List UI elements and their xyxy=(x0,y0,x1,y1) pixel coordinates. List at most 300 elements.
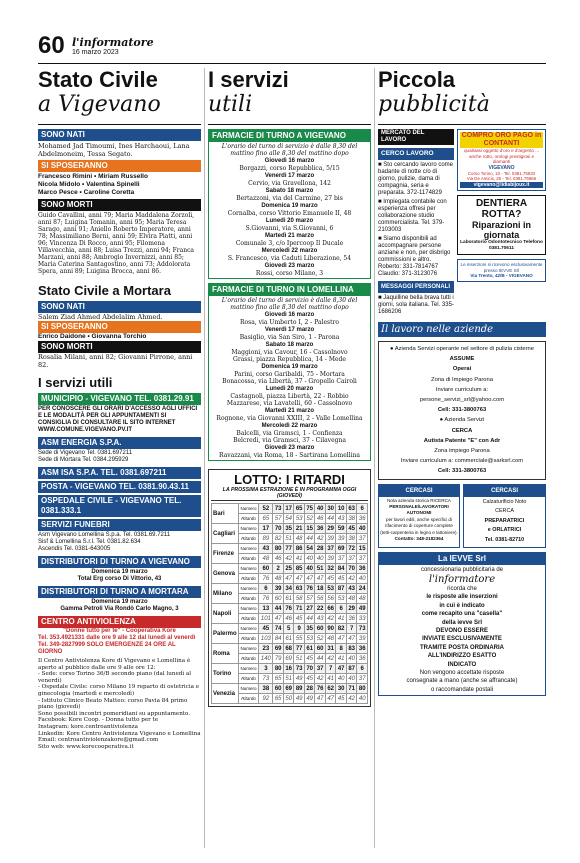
lotto-number: 63 xyxy=(348,505,356,512)
lotto-label: Numero xyxy=(238,664,259,674)
distr-vig-header: DISTRIBUTORI DI TURNO A VIGEVANO xyxy=(38,556,201,568)
lotto-label: Ritardo xyxy=(238,514,259,524)
compro-mail: vigevano@lidiabijoux.it xyxy=(460,182,543,188)
mercato-header: MERCATO DEL LAVORO xyxy=(378,129,454,145)
lotto-number: 60 xyxy=(316,625,324,632)
lotto-delay: 47 xyxy=(274,615,282,622)
compro-oro-ad xyxy=(457,129,546,191)
pharmacy-name: S.Giovanni, via S.Giovanni, 6 xyxy=(245,225,334,232)
lotto-number: 29 xyxy=(348,605,356,612)
pharmacy-day: Mercoledì 22 marzo xyxy=(261,423,318,429)
distr-mor-header: DISTRIBUTORI DI TURNO A MORTARA xyxy=(38,586,201,598)
antiviolenza-header: CENTRO ANTIVIOLENZA xyxy=(38,616,201,628)
lotto-delay: 47 xyxy=(295,575,303,582)
column-pubblicita xyxy=(378,68,546,696)
lotto-city: Napoli xyxy=(212,604,239,624)
lavoro-line: Cell: 331-3800763 xyxy=(437,468,487,475)
pharmacy-name: Castagnoli, piazza Libertà, 22 - Robbio Mazzarese, via Lavatelli, 60 - Cassolnovo xyxy=(226,393,353,407)
lotto-number: 34 xyxy=(285,585,293,592)
lotto-delay: 76 xyxy=(259,574,273,584)
mt-morti-header: SONO MORTI xyxy=(38,341,201,353)
lotto-number: 77 xyxy=(295,645,303,652)
lavoro-line: Operai xyxy=(452,366,472,373)
lotto-label: Numero xyxy=(238,604,259,614)
mt-sposi-text: Enrico Daidone • Giovanna Torchio xyxy=(38,333,147,340)
farmacie-vigevano-box xyxy=(208,129,371,279)
lotto-delay: 84 xyxy=(274,635,282,642)
compro-city: VIGEVANO xyxy=(488,164,515,171)
farmacie-vig-note: L'orario del turno di servizio è dalle 8,30 del mattino fino alle 8,30 del mattino dopo xyxy=(221,143,358,157)
pharmacy-name: Rossi, corso Milano, 3 xyxy=(255,270,324,277)
lotto-number: 37 xyxy=(327,545,335,552)
lotto-delay: 48 xyxy=(327,635,335,642)
pharmacy-name: Parini, corso Garibaldi, 75 - Mortara Bonacossa, via Libertà, 37 - Gropello Cairoli xyxy=(222,371,357,385)
pharmacy-day: Venerdì 17 marzo xyxy=(264,173,315,179)
lotto-delay: 79 xyxy=(274,655,282,662)
mt-nati-header: SONO NATI xyxy=(38,301,201,313)
ievve-line: INDICATO xyxy=(447,661,477,668)
lotto-number: 40 xyxy=(306,565,314,572)
lotto-delay: 53 xyxy=(306,635,314,642)
lotto-delay: 43 xyxy=(316,615,324,622)
dentiera-title: DENTIERA ROTTA? xyxy=(475,198,528,221)
lotto-delay: 42 xyxy=(316,535,324,542)
lotto-number: 70 xyxy=(306,665,314,672)
lotto-delay: 45 xyxy=(306,675,314,682)
lotto-delay: 89 xyxy=(259,534,273,544)
lotto-title: LOTTO: I RITARDI xyxy=(234,472,345,487)
lotto-delay: 40 xyxy=(348,675,356,682)
farmacie-vig-list xyxy=(209,158,370,278)
pharmacy-day: Lunedì 20 marzo xyxy=(265,386,314,392)
messaggi-text: ■ Jaquilline bella brava tutti i giorni, sola italiana. Tel. 335-1686206 xyxy=(378,295,454,315)
lotto-number: 3 xyxy=(259,664,273,674)
compro-addr: Corso Torino, 10 - Tel. 0381.75933 Via De Amicis, 25 - Tel. 0381.75866 xyxy=(466,170,537,181)
cercasi-2-line: CERCA xyxy=(495,508,514,515)
lotto-number: 17 xyxy=(259,524,273,534)
lotto-delay: 41 xyxy=(327,675,335,682)
messaggi-header: MESSAGGI PERSONALI xyxy=(378,281,454,293)
lotto-delay: 47 xyxy=(337,635,345,642)
lotto-number: 80 xyxy=(358,685,366,692)
lotto-row-numbers xyxy=(212,664,368,674)
lotto-number: 43 xyxy=(348,585,356,592)
cercasi-1-line: PERSONALE/LAVORATORI AUTONOMI xyxy=(389,504,449,516)
municipio-text: PER CONOSCERE GLI ORARI D'ACCESSO AGLI UFFICI E LE MODALITÀ PER GLI APPUNTAMENTI SI CONSIGLIA DI CONSULTARE IL SITO INTERNET WWW.COMUNE.VIGEVANO.PV.IT xyxy=(38,406,198,433)
lavoro-line: ● Azienda Servizi operante nel settore di pulizia cisterne xyxy=(390,346,534,352)
lotto-label: Ritardo xyxy=(238,534,259,544)
pharmacy-name: Cervio, via Gravellona, 142 xyxy=(248,180,331,187)
section-subtitle: pubblicità xyxy=(378,92,490,117)
lotto-number: 43 xyxy=(259,544,273,554)
pharmacy-day: Sabato 18 marzo xyxy=(265,342,314,348)
page-number: 60 xyxy=(38,32,65,59)
pharmacy-day: Giovedì 16 marzo xyxy=(264,312,315,318)
lotto-number: 69 xyxy=(337,545,345,552)
lotto-delay: 42 xyxy=(316,675,324,682)
farmacie-lom-list xyxy=(209,312,370,460)
lotto-delay: 51 xyxy=(285,535,293,542)
ievve-line: concessionaria pubblicitaria de xyxy=(420,566,504,573)
lotto-delay: 44 xyxy=(327,515,335,522)
lotto-number: 15 xyxy=(358,545,366,552)
lotto-delay: 41 xyxy=(337,655,345,662)
lotto-number: 85 xyxy=(295,565,303,572)
lotto-delay: 37 xyxy=(358,535,366,542)
lotto-number: 28 xyxy=(316,545,324,552)
lotto-number: 49 xyxy=(358,605,366,612)
lotto-delay: 48 xyxy=(274,575,282,582)
lotto-delay: 50 xyxy=(285,695,293,702)
lotto-delay: 36 xyxy=(358,515,366,522)
lotto-number: 36 xyxy=(358,565,366,572)
lotto-delay: 33 xyxy=(358,615,366,622)
lavoro-line: Cell: 331-3800763 xyxy=(437,407,487,414)
lotto-number: 40 xyxy=(316,505,324,512)
lotto-delay: 82 xyxy=(274,535,282,542)
lotto-delay: 56 xyxy=(316,595,324,602)
lotto-delay: 42 xyxy=(327,615,335,622)
lotto-delay: 46 xyxy=(285,615,293,622)
nati-text: Mohamed Jad Timoumi, Ines Harchaoui, Lana Abdelmoneim, Tessa Segato. xyxy=(38,142,190,158)
lotto-number: 6 xyxy=(357,504,368,514)
lotto-delay: 40 xyxy=(358,695,366,702)
lotto-number: 71 xyxy=(348,685,356,692)
lavoro-line: ● Azienda Servizi xyxy=(439,417,485,424)
lotto-delay: 51 xyxy=(285,675,293,682)
lotto-label: Ritardo xyxy=(238,674,259,684)
lotto-row-numbers xyxy=(212,544,368,554)
lotto-delay: 45 xyxy=(337,695,345,702)
ospedale-header: OSPEDALE CIVILE - VIGEVANO TEL. 0381.333.1 xyxy=(38,495,201,517)
lotto-label: Ritardo xyxy=(238,554,259,564)
lotto-number: 30 xyxy=(337,685,345,692)
lotto-number: 18 xyxy=(316,585,324,592)
lotto-delay: 52 xyxy=(306,515,314,522)
pharmacy-name: Cornalba, corso Vittorio Emanuele II, 48 xyxy=(227,210,352,217)
lotto-delay: 40 xyxy=(316,555,324,562)
lotto-number: 73 xyxy=(295,665,303,672)
lotto-number: 71 xyxy=(295,605,303,612)
lotto-label: Ritardo xyxy=(238,634,259,644)
lotto-delay: 40 xyxy=(358,575,366,582)
lotto-number: 73 xyxy=(274,505,282,512)
lotto-number: 65 xyxy=(295,505,303,512)
cercasi-1-header: CERCASI xyxy=(379,485,459,497)
lotto-delay: 56 xyxy=(327,595,335,602)
lotto-number: 70 xyxy=(274,525,282,532)
lotto-number: 13 xyxy=(259,604,273,614)
lotto-delay: 39 xyxy=(337,535,345,542)
lotto-number: 69 xyxy=(274,645,282,652)
lotto-number: 60 xyxy=(259,564,273,574)
lotto-number: 35 xyxy=(285,525,293,532)
lotto-number: 80 xyxy=(274,545,282,552)
lotto-number: 31 xyxy=(327,645,335,652)
pharmacy-day: Domenica 19 marzo xyxy=(261,364,318,370)
lotto-delay: 48 xyxy=(295,535,303,542)
dentiera-sub: Riparazioni in giornata xyxy=(471,220,531,241)
pharmacy-name: S. Francesco, via Caduti Liberazione, 54 xyxy=(227,255,352,262)
lotto-delay: 49 xyxy=(295,675,303,682)
lotto-row-numbers xyxy=(212,524,368,534)
lotto-number: 44 xyxy=(274,605,282,612)
lotto-delay: 38 xyxy=(348,515,356,522)
lotto-delay: 39 xyxy=(327,555,335,562)
lotto-number: 38 xyxy=(259,684,273,694)
page-header xyxy=(38,32,546,62)
morti-header: SONO MORTI xyxy=(38,199,201,211)
lavoro-title: Il lavoro nelle aziende xyxy=(378,322,546,337)
pharmacy-day: Venerdì 17 marzo xyxy=(264,327,315,333)
lotto-number: 24 xyxy=(358,585,366,592)
lotto-delay: 44 xyxy=(306,615,314,622)
lotto-delay: 65 xyxy=(274,675,282,682)
lotto-city: Cagliari xyxy=(212,524,239,544)
lotto-number: 52 xyxy=(259,504,273,514)
ievve-header: La IEVVE Srl xyxy=(379,553,545,565)
lotto-number: 86 xyxy=(295,545,303,552)
lotto-delay: 42 xyxy=(327,655,335,662)
lotto-delay: 47 xyxy=(316,695,324,702)
lotto-number: 40 xyxy=(358,525,366,532)
funebri-text: Asm Vigevano Lomellina S.p.a. Tel. 0381.69.7211 Sisf & Lomellina S.r.l. Tel. 0381.82.634 Ascendis Tel. 0381-643005 xyxy=(38,532,171,552)
section-title: Piccola xyxy=(378,67,456,92)
cercasi-2-header: CERCASI xyxy=(464,485,545,497)
lotto-delay: 45 xyxy=(337,575,345,582)
lotto-label: Numero xyxy=(238,684,259,694)
lotto-delay: 42 xyxy=(348,575,356,582)
lotto-number: 82 xyxy=(337,625,345,632)
ievve-line: o raccomandate postali xyxy=(430,686,494,693)
ievve-line: Non vengono accettate risposte xyxy=(419,670,505,677)
lotto-delay: 48 xyxy=(259,554,273,564)
compro-sub: qualsiasi oggetto d'oro e d'argento ... anche rotto, orologi prestigiosi e diamanti xyxy=(463,148,540,164)
lotto-number: 17 xyxy=(285,505,293,512)
lotto-number: 36 xyxy=(358,645,366,652)
lotto-number: 76 xyxy=(285,605,293,612)
cercasi-1-box xyxy=(378,484,460,548)
lotto-number: 70 xyxy=(348,565,356,572)
lotto-city: Firenze xyxy=(212,544,239,564)
lotto-delay: 37 xyxy=(337,555,345,562)
servizi-title: I servizi utili xyxy=(38,375,113,390)
lavoro-line: Autista Patente "E" con Adr xyxy=(423,437,501,444)
lotto-delay: 36 xyxy=(348,615,356,622)
asm-header: ASM ENERGIA S.P.A. xyxy=(38,437,201,449)
pharmacy-day: Giovedì 16 marzo xyxy=(264,158,315,164)
lotto-delay: 76 xyxy=(259,594,273,604)
ievve-line: l'informatore xyxy=(428,574,496,586)
ievve-line: in cui è indicato xyxy=(439,602,485,609)
mt-sposi-header: SI SPOSERANNO xyxy=(38,321,201,333)
lotto-delay: 65 xyxy=(274,695,282,702)
lotto-delay: 36 xyxy=(358,655,366,662)
pharmacy-name: Rosa, via Umberto I, 2 - Palestro xyxy=(240,319,339,326)
lavoro-line: persone_servizi_srl@yahoo.com xyxy=(419,397,505,404)
lotto-number: 29 xyxy=(327,525,335,532)
lotto-delay: 47 xyxy=(348,635,356,642)
pharmacy-day: Martedì 21 marzo xyxy=(264,233,315,239)
lotto-number: 66 xyxy=(327,605,335,612)
lotto-number: 7 xyxy=(325,664,336,674)
lotto-number: 2 xyxy=(273,564,284,574)
lotto-number: 69 xyxy=(285,685,293,692)
ievve-line: le risposte alle inserzioni xyxy=(426,594,498,601)
inserzioni-text: Le inserzioni si ricevono esclusivamente presso IEVVE Srl xyxy=(460,262,543,273)
lotto-number: 75 xyxy=(306,505,314,512)
section-title: Stato Civile xyxy=(38,67,158,92)
lotto-delay: 55 xyxy=(295,635,303,642)
ievve-line: ricorda che xyxy=(447,586,477,593)
lotto-delay: 44 xyxy=(316,655,324,662)
pharmacy-name: Rognone, via Giovanni XXIII, 2 - Valle Lomellina xyxy=(216,415,363,422)
morti-text: Guido Cavallini, anni 79; Maria Maddalena Zorzoli, anni 87; Luigina Tomanin, anni 95; Maria Teresa Sarago, anni 91; Aniello Roberto Imperatore, anni 78; Massimiliano Berni, anni 59; Elvira Piatti, anni 96; Vincenza Di Rocco, anni 95; Filomena Villavecchia, anni 88; Luisa Trezzi, anni 94; Franca Marzani, anni 88; Ambrogio Invernizzi, anni 85; Maria Caterina Santagostino, anni 73; Addolorata Spera, anni 89; Luigina Brocca, anni 86. xyxy=(38,212,195,275)
lotto-row-numbers xyxy=(212,504,368,514)
lotto-number: 23 xyxy=(259,644,273,654)
lotto-number: 22 xyxy=(316,605,324,612)
lotto-number: 87 xyxy=(348,665,356,672)
lotto-number: 21 xyxy=(295,525,303,532)
antiviolenza-sub: "Donne tutto per te" - Cooperativa Kore xyxy=(63,628,176,634)
lotto-label: Ritardo xyxy=(238,614,259,624)
funebri-header: SERVIZI FUNEBRI xyxy=(38,519,201,531)
lotto-number: 25 xyxy=(285,565,293,572)
pharmacy-day: Sabato 18 marzo xyxy=(265,188,314,194)
section-subtitle: a Vigevano xyxy=(38,92,161,117)
lotto-delay: 41 xyxy=(337,615,345,622)
inserzioni-addr: Via Trento, 42/B - VIGEVANO xyxy=(470,273,533,279)
ievve-box xyxy=(378,552,546,697)
lotto-number: 77 xyxy=(285,545,293,552)
lotto-city: Palermo xyxy=(212,624,239,644)
ad-2: ■ Impiegata contabile con esperienza offresi per collaborazione studio commercialista. Tel. 379-2103003 xyxy=(378,199,447,233)
lotto-delay: 41 xyxy=(295,555,303,562)
lavoro-line: ASSUME xyxy=(449,356,475,363)
lotto-number: 27 xyxy=(306,605,314,612)
lotto-number: 72 xyxy=(348,545,356,552)
lotto-number: 60 xyxy=(274,685,282,692)
section-title: I servizi xyxy=(208,67,289,92)
sposi-header: SI SPOSERANNO xyxy=(38,160,201,172)
lotto-number: 10 xyxy=(337,505,345,512)
lotto-label: Ritardo xyxy=(238,594,259,604)
cercasi-1-line: Nota azienda storica RICERCA xyxy=(387,497,451,503)
pharmacy-name: Comunale 3, c/o Ipercoop Il Ducale xyxy=(235,240,344,247)
mortara-title: Stato Civile a Mortara xyxy=(38,283,171,298)
lotto-delay: 51 xyxy=(295,655,303,662)
lavoro-line: CERCA xyxy=(451,427,473,434)
lotto-number: 63 xyxy=(295,585,303,592)
posta-header: POSTA - VIGEVANO TEL. 0381.90.43.11 xyxy=(38,481,201,493)
lotto-delay: 48 xyxy=(358,595,366,602)
lotto-number: 9 xyxy=(294,624,305,634)
lotto-delay: 47 xyxy=(316,575,324,582)
cercasi-2-line: PREPARATRICI xyxy=(484,517,525,524)
lotto-number: 6 xyxy=(259,584,273,594)
lotto-label: Numero xyxy=(238,524,259,534)
pharmacy-name: Ravazzani, via Roma, 18 - Sartirana Lomellina xyxy=(219,452,360,459)
lotto-table xyxy=(211,503,368,704)
lotto-number: 32 xyxy=(327,565,335,572)
lotto-delay: 40 xyxy=(306,555,314,562)
farmacie-vig-header: FARMACIE DI TURNO A VIGEVANO xyxy=(209,130,370,142)
municipio-header: MUNICIPIO - VIGEVANO TEL. 0381.29.91 xyxy=(38,393,201,405)
lotto-delay: 47 xyxy=(285,575,293,582)
lavoro-line: Zona impiego Parona xyxy=(434,448,490,455)
lotto-delay: 57 xyxy=(274,515,282,522)
lotto-number: 68 xyxy=(285,645,293,652)
lotto-number: 45 xyxy=(348,525,356,532)
lotto-delay: 46 xyxy=(316,515,324,522)
compro-title: COMPRO ORO PAGO in CONTANTI xyxy=(461,132,542,147)
lotto-delay: 92 xyxy=(259,694,273,704)
column-servizi xyxy=(208,68,371,707)
lotto-delay: 37 xyxy=(358,675,366,682)
lotto-city: Bari xyxy=(212,504,239,524)
lotto-label: Numero xyxy=(238,564,259,574)
lotto-delay: 45 xyxy=(295,615,303,622)
pharmacy-name: Bertazzoni, via del Carmine, 27 bis xyxy=(236,195,343,202)
lavoro-line: Zona di Impiego Parona xyxy=(431,376,493,383)
lotto-delay: 49 xyxy=(295,695,303,702)
pharmacy-name: Borgazzi, corso Repubblica, 5/15 xyxy=(239,165,340,172)
ad-1: ■ Sto cercando lavoro come badante di notte c/o di giorno, pulizie, dama di compagnia, seria e preparata. 372-1174829 xyxy=(378,162,453,196)
lotto-delay: 42 xyxy=(285,555,293,562)
farmacie-lomellina-box xyxy=(208,283,371,461)
lotto-delay: 38 xyxy=(348,535,356,542)
issue-date: 16 marzo 2023 xyxy=(72,49,119,56)
pharmacy-name: Balcelli, via Gramsci, 1 - Confienza Belcredi, via Gramsci, 37 - Cilavegna xyxy=(233,430,346,444)
pharmacy-day: Martedì 21 marzo xyxy=(264,408,315,414)
lotto-delay: 46 xyxy=(274,555,282,562)
lotto-delay: 101 xyxy=(259,614,273,624)
lotto-delay: 58 xyxy=(295,595,303,602)
lotto-number: 84 xyxy=(337,565,345,572)
pharmacy-day: Mercoledì 22 marzo xyxy=(261,248,318,254)
lotto-row-numbers xyxy=(212,584,368,594)
lotto-delay: 53 xyxy=(337,595,345,602)
lotto-row-numbers xyxy=(212,684,368,694)
lotto-delay: 103 xyxy=(259,634,273,644)
lotto-number: 36 xyxy=(316,525,324,532)
lotto-city: Venezia xyxy=(212,684,239,704)
ievve-text xyxy=(379,565,545,696)
lotto-label: Ritardo xyxy=(238,694,259,704)
sposi-text: Francesco Rimini • Miriam Russello Nicola Midolo • Valentina Spinelli Marco Pesce • Caroline Coretta xyxy=(38,173,148,196)
lotto-label: Ritardo xyxy=(238,654,259,664)
lotto-delay: 47 xyxy=(306,575,314,582)
lotto-number: 73 xyxy=(358,625,366,632)
lotto-delay: 61 xyxy=(285,635,293,642)
lotto-number: 6 xyxy=(357,664,368,674)
lotto-number: 76 xyxy=(316,685,324,692)
lotto-number: 54 xyxy=(306,545,314,552)
lotto-delay: 48 xyxy=(348,595,356,602)
lotto-number: 59 xyxy=(337,525,345,532)
lotto-label: Numero xyxy=(238,544,259,554)
lotto-delay: 65 xyxy=(259,514,273,524)
lotto-number: 83 xyxy=(348,645,356,652)
lotto-number: 45 xyxy=(259,624,273,634)
lotto-number: 90 xyxy=(327,625,335,632)
ievve-line: della ievve Srl xyxy=(441,619,483,626)
lotto-number: 51 xyxy=(316,565,324,572)
lotto-number: 60 xyxy=(316,645,324,652)
lotto-delay: 60 xyxy=(274,595,282,602)
distr-vig-text: Domenica 19 marzo Total Erg corso Di Vittorio, 43 xyxy=(77,569,162,582)
lotto-delay: 37 xyxy=(358,555,366,562)
